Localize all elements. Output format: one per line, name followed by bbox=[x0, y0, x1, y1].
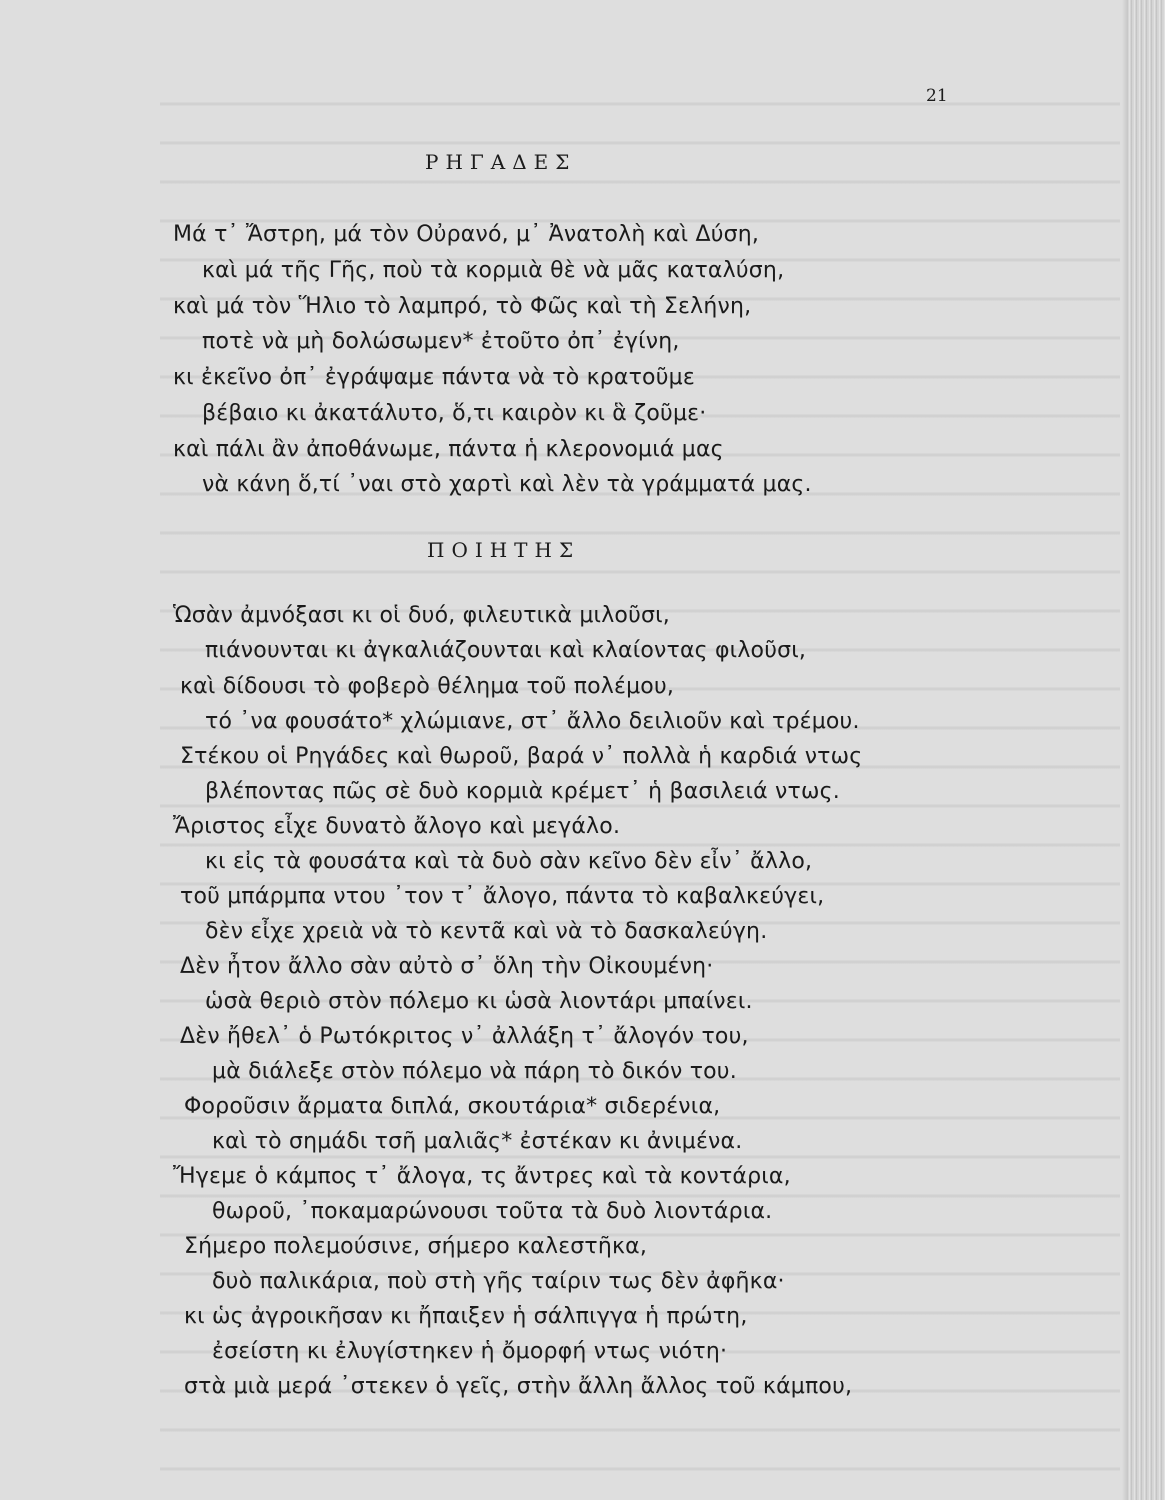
poem-line: Ὡσὰν ἀμνόξασι κι οἱ δυό, φιλευτικὰ μιλοῦσι, bbox=[173, 603, 670, 628]
poem-line: Στέκου οἱ Ρηγάδες καὶ θωροῦ, βαρά ν᾿ πολλὰ ἡ καρδιά ντως bbox=[180, 744, 863, 769]
poem-line: δὲν εἶχε χρειὰ νὰ τὸ κεντᾶ καὶ νὰ τὸ δασκαλεύγη. bbox=[205, 919, 768, 944]
poem-line: τοῦ μπάρμπα ντου ᾿τον τ᾿ ἄλογο, πάντα τὸ καβαλκεύγει, bbox=[180, 884, 825, 909]
page-stack-edge bbox=[1128, 0, 1165, 1500]
poem-line: Δὲν ἦτον ἄλλο σὰν αὐτὸ σ᾿ ὅλη τὴν Οἰκουμένη· bbox=[180, 954, 714, 979]
poem-line: κι ἐκεῖνο ὀπ᾿ ἐγράψαμε πάντα νὰ τὸ κρατοῦμε bbox=[173, 365, 695, 390]
poem-line: καὶ τὸ σημάδι τσῆ μαλιᾶς* ἐστέκαν κι ἀνιμένα. bbox=[212, 1129, 743, 1154]
poem-line: δυὸ παλικάρια, ποὺ στὴ γῆς ταίριν τως δὲν ἀφῆκα· bbox=[212, 1269, 785, 1294]
poem-line: ὡσὰ θεριὸ στὸν πόλεμο κι ὡσὰ λιοντάρι μπαίνει. bbox=[205, 989, 753, 1014]
poem-line: Φοροῦσιν ἄρματα διπλά, σκουτάρια* σιδερένια, bbox=[184, 1094, 721, 1119]
poem-line: Σήμερο πολεμούσινε, σήμερο καλεστῆκα, bbox=[184, 1234, 648, 1259]
poem-line: Ἤγεμε ὁ κάμπος τ᾿ ἄλογα, τς ἄντρες καὶ τὰ κοντάρια, bbox=[173, 1164, 791, 1189]
section-heading-poiitis: ΠΟΙΗΤΗΣ bbox=[427, 538, 581, 562]
poem-line: πιάνουνται κι ἀγκαλιάζουνται καὶ κλαίοντας φιλοῦσι, bbox=[205, 638, 807, 663]
poem-line: ποτὲ νὰ μὴ δολώσωμεν* ἐτοῦτο ὀπ᾿ ἐγίνη, bbox=[202, 329, 680, 354]
poem-line: νὰ κάνη ὅ,τί ᾿ναι στὸ χαρτὶ καὶ λὲν τὰ γράμματά μας. bbox=[202, 472, 812, 497]
poem-line: στὰ μιὰ μερά ᾿στεκεν ὁ γεῖς, στὴν ἄλλη ἄλλος τοῦ κάμπου, bbox=[184, 1374, 853, 1399]
poem-line: κι ὡς ἀγροικῆσαν κι ἤπαιξεν ἡ σάλπιγγα ἡ πρώτη, bbox=[184, 1304, 748, 1329]
page-number: 21 bbox=[926, 86, 948, 106]
poem-line: τό ᾿να φουσάτο* χλώμιανε, στ᾿ ἄλλο δειλιοῦν καὶ τρέμου. bbox=[205, 709, 860, 734]
poem-line: καὶ δίδουσι τὸ φοβερὸ θέλημα τοῦ πολέμου, bbox=[180, 674, 675, 699]
poem-line: Μά τ᾿ Ἄστρη, μά τὸν Οὐρανό, μ᾿ Ἀνατολὴ καὶ Δύση, bbox=[173, 222, 760, 247]
poem-line: θωροῦ, ᾿ποκαμαρώνουσι τοῦτα τὰ δυὸ λιοντάρια. bbox=[212, 1199, 773, 1224]
poem-line: καὶ μά τῆς Γῆς, ποὺ τὰ κορμιὰ θὲ νὰ μᾶς καταλύση, bbox=[202, 258, 785, 283]
section-heading-rigades: ΡΗΓΑΔΕΣ bbox=[425, 150, 577, 174]
poem-line: βλέποντας πῶς σὲ δυὸ κορμιὰ κρέμετ᾿ ἡ βασιλειά ντως. bbox=[205, 779, 840, 804]
poem-line: μὰ διάλεξε στὸν πόλεμο νὰ πάρη τὸ δικόν του. bbox=[212, 1059, 737, 1084]
poem-line: ἐσείστη κι ἐλυγίστηκεν ἡ ὄμορφή ντως νιότη· bbox=[212, 1339, 728, 1364]
poem-line: βέβαιο κι ἀκατάλυτο, ὅ,τι καιρὸν κι ἃ ζοῦμε· bbox=[202, 401, 707, 426]
poem-line: καὶ μά τὸν Ἥλιο τὸ λαμπρό, τὸ Φῶς καὶ τὴ Σελήνη, bbox=[173, 294, 752, 319]
poem-line: Δὲν ἤθελ᾿ ὁ Ρωτόκριτος ν᾿ ἀλλάξη τ᾿ ἄλογόν του, bbox=[180, 1024, 749, 1049]
poem-line: Ἄριστος εἶχε δυνατὸ ἄλογο καὶ μεγάλο. bbox=[173, 814, 621, 839]
poem-line: καὶ πάλι ἂν ἀποθάνωμε, πάντα ἡ κλερονομιά μας bbox=[173, 437, 724, 462]
poem-line: κι εἰς τὰ φουσάτα καὶ τὰ δυὸ σὰν κεῖνο δὲν εἶν᾿ ἄλλο, bbox=[205, 849, 813, 874]
